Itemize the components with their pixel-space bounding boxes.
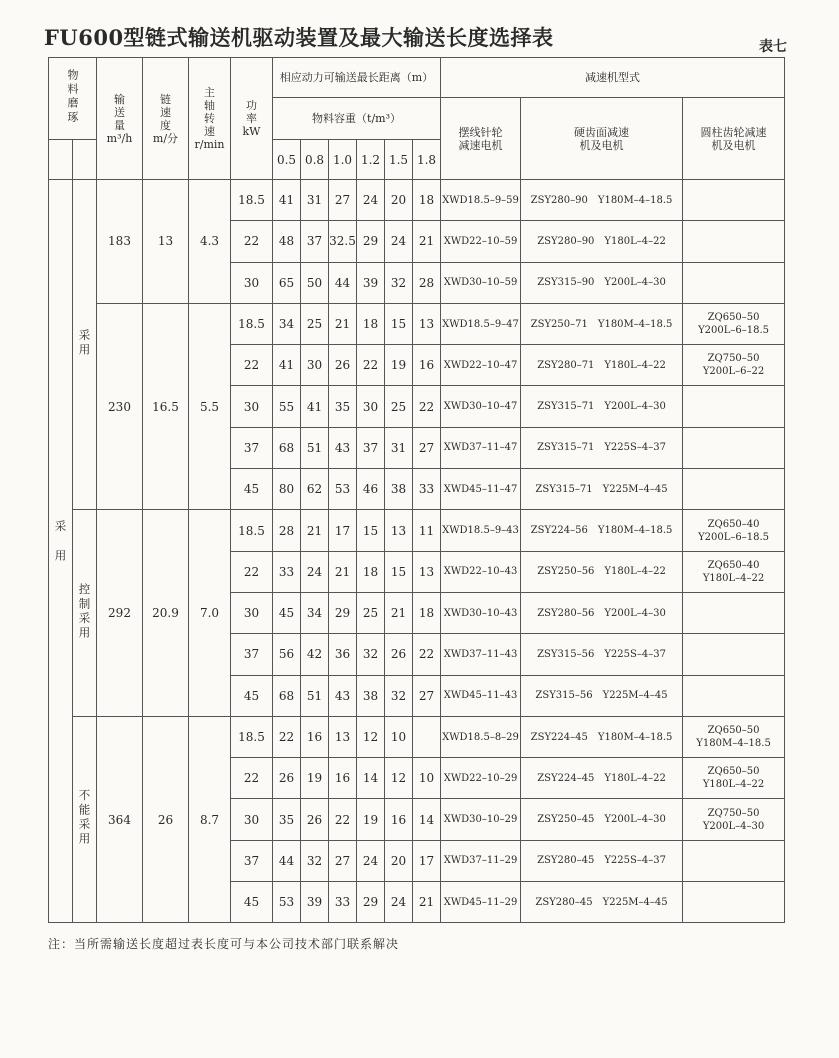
reducer-cycloid-cell: XWD45–11–43 [441,675,521,716]
distance-cell: 62 [301,469,329,510]
distance-cell: 16 [413,345,441,386]
distance-cell: 24 [301,551,329,592]
reducer-cylindrical-cell [683,675,785,716]
reducer-cylindrical-cell [683,592,785,633]
shaft-speed-cell: 4.3 [189,180,231,304]
motor-model: Y180L–4–22 [702,779,765,791]
header-chain-speed: 链 速 度 m/分 [143,58,189,180]
reducer-cycloid-cell: XWD18.5–9–47 [441,303,521,344]
distance-cell: 10 [413,758,441,799]
distance-cell: 12 [385,758,413,799]
distance-cell: 44 [273,840,301,881]
header-power: 功 率 kW [231,58,273,180]
distance-cell: 42 [301,634,329,675]
group-label-text: 控制采用 [77,582,92,641]
distance-cell: 17 [329,510,357,551]
distance-cell: 50 [301,262,329,303]
selection-table [48,57,785,923]
reducer-cylindrical-cell [683,882,785,923]
reducer-cylindrical-cell [683,221,785,262]
distance-cell: 22 [357,345,385,386]
distance-cell: 34 [273,303,301,344]
distance-cell: 48 [273,221,301,262]
distance-cell: 36 [329,634,357,675]
distance-cell: 26 [273,758,301,799]
power-cell: 45 [231,469,273,510]
capacity-cell: 230 [97,303,143,509]
header-blank [73,140,97,180]
distance-cell: 26 [385,634,413,675]
shaft-speed-cell: 8.7 [189,716,231,922]
reducer-cycloid-cell: XWD22–10–43 [441,551,521,592]
distance-cell: 53 [273,882,301,923]
reducer-cylindrical-cell [683,427,785,468]
power-cell: 30 [231,799,273,840]
distance-cell: 33 [329,882,357,923]
distance-cell: 38 [357,675,385,716]
reducer-cycloid-cell: XWD45–11–29 [441,882,521,923]
reducer-cycloid-cell: XWD37–11–43 [441,634,521,675]
distance-cell: 65 [273,262,301,303]
reducer-hardgear-cell: ZSY250–45 Y200L–4–30 [521,799,683,840]
reducer-cylindrical-cell [683,840,785,881]
distance-cell: 38 [385,469,413,510]
power-cell: 45 [231,675,273,716]
group-label [73,716,97,922]
distance-cell: 19 [301,758,329,799]
header-reducer-cylindrical: 圆柱齿轮减速 机及电机 [683,98,785,180]
footnote: 注：当所需输送长度超过表长度可与本公司技术部门联系解决 [48,937,400,951]
distance-cell: 27 [329,180,357,221]
outer-group-text: 采用 [53,520,68,580]
distance-cell: 21 [329,303,357,344]
distance-cell: 10 [385,716,413,757]
power-cell: 37 [231,634,273,675]
distance-cell: 55 [273,386,301,427]
page-title: FU600型链式输送机驱动装置及最大输送长度选择表 [44,25,554,50]
reducer-cycloid-cell: XWD18.5–8–29 [441,716,521,757]
motor-model: Y180M–4–18.5 [696,738,771,749]
power-cell: 45 [231,882,273,923]
reducer-cylindrical-cell [683,345,785,386]
distance-cell: 24 [357,840,385,881]
distance-cell: 37 [301,221,329,262]
distance-cell: 22 [413,634,441,675]
reducer-hardgear-cell: ZSY315–90 Y200L–4–30 [521,262,683,303]
distance-cell: 30 [301,345,329,386]
reducer-cylindrical-cell [683,551,785,592]
distance-cell: 32 [357,634,385,675]
table-row [49,510,785,551]
header-blank [49,140,73,180]
reducer-cylindrical-cell [683,799,785,840]
reducer-hardgear-cell: ZSY280–56 Y200L–4–30 [521,592,683,633]
distance-cell: 15 [385,303,413,344]
group-label-text: 采用 [77,328,92,358]
distance-cell: 24 [357,180,385,221]
motor-model: Y200L–6–18.5 [698,325,770,337]
power-cell: 18.5 [231,303,273,344]
outer-group-label [49,180,73,923]
distance-cell: 32 [301,840,329,881]
distance-cell: 68 [273,675,301,716]
chain-speed-cell: 16.5 [143,303,189,509]
reducer-model: ZQ650–40 [707,518,760,530]
power-cell: 22 [231,551,273,592]
reducer-hardgear-cell: ZSY280–71 Y180L–4–22 [521,345,683,386]
distance-cell: 15 [357,510,385,551]
distance-cell: 28 [273,510,301,551]
reducer-hardgear-cell: ZSY315–71 Y225M–4–45 [521,469,683,510]
header-material-wear: 物料磨琢 [49,58,97,140]
reducer-cylindrical-cell [683,716,785,757]
reducer-cycloid-cell: XWD30–10–29 [441,799,521,840]
header-reducer: 减速机型式 [441,58,785,98]
distance-cell: 25 [301,303,329,344]
motor-model: Y200L–6–22 [702,366,765,378]
header-shaft-speed: 主 轴 转 速 r/min [189,58,231,180]
reducer-cycloid-cell: XWD18.5–9–59 [441,180,521,221]
distance-cell: 44 [329,262,357,303]
distance-cell: 19 [385,345,413,386]
distance-cell: 17 [413,840,441,881]
chain-speed-cell: 13 [143,180,189,304]
reducer-cylindrical-cell [683,303,785,344]
power-cell: 22 [231,221,273,262]
distance-cell: 21 [385,592,413,633]
power-cell: 18.5 [231,716,273,757]
reducer-hardgear-cell: ZSY224–56 Y180M–4–18.5 [521,510,683,551]
reducer-hardgear-cell: ZSY315–56 Y225S–4–37 [521,634,683,675]
distance-cell: 30 [357,386,385,427]
distance-cell: 20 [385,840,413,881]
distance-cell: 39 [357,262,385,303]
reducer-model: ZQ750–50 [707,807,760,819]
table-row [49,303,785,344]
reducer-hardgear-cell: ZSY250–56 Y180L–4–22 [521,551,683,592]
density-cell: 0.8 [301,140,329,180]
distance-cell: 27 [329,840,357,881]
distance-cell: 18 [357,551,385,592]
reducer-cycloid-cell: XWD37–11–47 [441,427,521,468]
reducer-hardgear-cell: ZSY250–71 Y180M–4–18.5 [521,303,683,344]
power-cell: 30 [231,592,273,633]
distance-cell: 16 [385,799,413,840]
distance-cell: 46 [357,469,385,510]
distance-cell: 27 [413,675,441,716]
motor-model: Y200L–4–30 [702,820,765,832]
distance-cell: 25 [357,592,385,633]
reducer-hardgear-cell: ZSY224–45 Y180L–4–22 [521,758,683,799]
distance-cell: 14 [357,758,385,799]
table-row [49,180,785,221]
distance-cell: 26 [301,799,329,840]
shaft-speed-cell: 5.5 [189,303,231,509]
chain-speed-cell: 26 [143,716,189,922]
distance-cell: 53 [329,469,357,510]
distance-cell: 27 [413,427,441,468]
distance-cell: 41 [273,345,301,386]
shaft-speed-cell: 7.0 [189,510,231,716]
distance-cell: 29 [357,221,385,262]
group-label [73,510,97,716]
power-cell: 22 [231,345,273,386]
distance-cell: 56 [273,634,301,675]
table-number: 表七 [759,39,787,55]
power-cell: 30 [231,262,273,303]
power-cell: 30 [231,386,273,427]
density-cell: 1.2 [357,140,385,180]
header-capacity: 输 送 量 m³/h [97,58,143,180]
reducer-cycloid-cell: XWD30–10–47 [441,386,521,427]
header-reducer-hardgear: 硬齿面减速 机及电机 [521,98,683,180]
distance-cell: 68 [273,427,301,468]
capacity-cell: 364 [97,716,143,922]
reducer-cylindrical-cell [683,634,785,675]
distance-cell: 18 [357,303,385,344]
reducer-hardgear-cell: ZSY280–45 Y225S–4–37 [521,840,683,881]
reducer-hardgear-cell: ZSY280–90 Y180L–4–22 [521,221,683,262]
distance-cell: 43 [329,675,357,716]
density-cell: 1.8 [413,140,441,180]
distance-cell: 16 [301,716,329,757]
power-cell: 37 [231,840,273,881]
table-row [49,716,785,757]
reducer-model: ZQ650–50 [707,766,760,778]
distance-cell: 32 [385,262,413,303]
motor-model: Y200L–6–18.5 [698,531,770,543]
header-density: 物料容重（t/m³） [273,98,441,140]
reducer-model: ZQ750–50 [707,353,760,365]
reducer-cycloid-cell: XWD37–11–29 [441,840,521,881]
distance-cell: 21 [413,221,441,262]
capacity-cell: 183 [97,180,143,304]
capacity-cell: 292 [97,510,143,716]
motor-model: Y180L–4–22 [702,572,765,584]
distance-cell: 19 [357,799,385,840]
group-label-text: 不能采用 [77,789,92,848]
power-cell: 37 [231,427,273,468]
header-reducer-cycloid: 摆线针轮 减速电机 [441,98,521,180]
distance-cell: 21 [413,882,441,923]
distance-cell: 35 [273,799,301,840]
reducer-cycloid-cell: XWD30–10–43 [441,592,521,633]
reducer-cycloid-cell: XWD22–10–59 [441,221,521,262]
reducer-cycloid-cell: XWD30–10–59 [441,262,521,303]
distance-cell: 41 [301,386,329,427]
reducer-model: ZQ650–50 [707,312,760,324]
distance-cell: 22 [273,716,301,757]
distance-cell: 18 [413,180,441,221]
reducer-cylindrical-cell [683,262,785,303]
reducer-cycloid-cell: XWD22–10–29 [441,758,521,799]
reducer-cylindrical-cell [683,758,785,799]
distance-cell: 13 [385,510,413,551]
distance-cell: 24 [385,882,413,923]
reducer-hardgear-cell: ZSY224–45 Y180M–4–18.5 [521,716,683,757]
reducer-hardgear-cell: ZSY280–90 Y180M–4–18.5 [521,180,683,221]
distance-cell: 51 [301,675,329,716]
distance-cell: 13 [329,716,357,757]
distance-cell: 37 [357,427,385,468]
reducer-model: ZQ650–40 [707,559,760,571]
reducer-cylindrical-cell [683,469,785,510]
distance-cell: 35 [329,386,357,427]
reducer-model: ZQ650–50 [707,725,760,736]
distance-cell: 15 [385,551,413,592]
distance-cell: 11 [413,510,441,551]
distance-cell: 13 [413,303,441,344]
reducer-hardgear-cell: ZSY280–45 Y225M–4–45 [521,882,683,923]
distance-cell: 18 [413,592,441,633]
distance-cell: 21 [301,510,329,551]
reducer-cylindrical-cell [683,180,785,221]
distance-cell: 32.5 [329,221,357,262]
reducer-hardgear-cell: ZSY315–71 Y225S–4–37 [521,427,683,468]
density-cell: 1.5 [385,140,413,180]
distance-cell: 33 [413,469,441,510]
group-label [73,180,97,510]
reducer-cycloid-cell: XWD22–10–47 [441,345,521,386]
distance-cell: 26 [329,345,357,386]
reducer-cylindrical-cell [683,386,785,427]
distance-cell: 20 [385,180,413,221]
distance-cell: 31 [385,427,413,468]
power-cell: 18.5 [231,180,273,221]
distance-cell: 32 [385,675,413,716]
distance-cell: 29 [357,882,385,923]
header-distance: 相应动力可输送最长距离（m） [273,58,441,98]
distance-cell: 34 [301,592,329,633]
distance-cell: 12 [357,716,385,757]
distance-cell: 33 [273,551,301,592]
distance-cell: 51 [301,427,329,468]
distance-cell [413,716,441,757]
reducer-cycloid-cell: XWD18.5–9–43 [441,510,521,551]
distance-cell: 80 [273,469,301,510]
reducer-hardgear-cell: ZSY315–56 Y225M–4–45 [521,675,683,716]
distance-cell: 22 [413,386,441,427]
distance-cell: 22 [329,799,357,840]
distance-cell: 28 [413,262,441,303]
density-cell: 1.0 [329,140,357,180]
reducer-cycloid-cell: XWD45–11–47 [441,469,521,510]
density-cell: 0.5 [273,140,301,180]
distance-cell: 45 [273,592,301,633]
power-cell: 18.5 [231,510,273,551]
distance-cell: 25 [385,386,413,427]
reducer-cylindrical-cell [683,510,785,551]
distance-cell: 41 [273,180,301,221]
distance-cell: 39 [301,882,329,923]
distance-cell: 16 [329,758,357,799]
distance-cell: 43 [329,427,357,468]
distance-cell: 24 [385,221,413,262]
reducer-hardgear-cell: ZSY315–71 Y200L–4–30 [521,386,683,427]
power-cell: 22 [231,758,273,799]
distance-cell: 29 [329,592,357,633]
distance-cell: 14 [413,799,441,840]
distance-cell: 13 [413,551,441,592]
distance-cell: 21 [329,551,357,592]
chain-speed-cell: 20.9 [143,510,189,716]
distance-cell: 31 [301,180,329,221]
